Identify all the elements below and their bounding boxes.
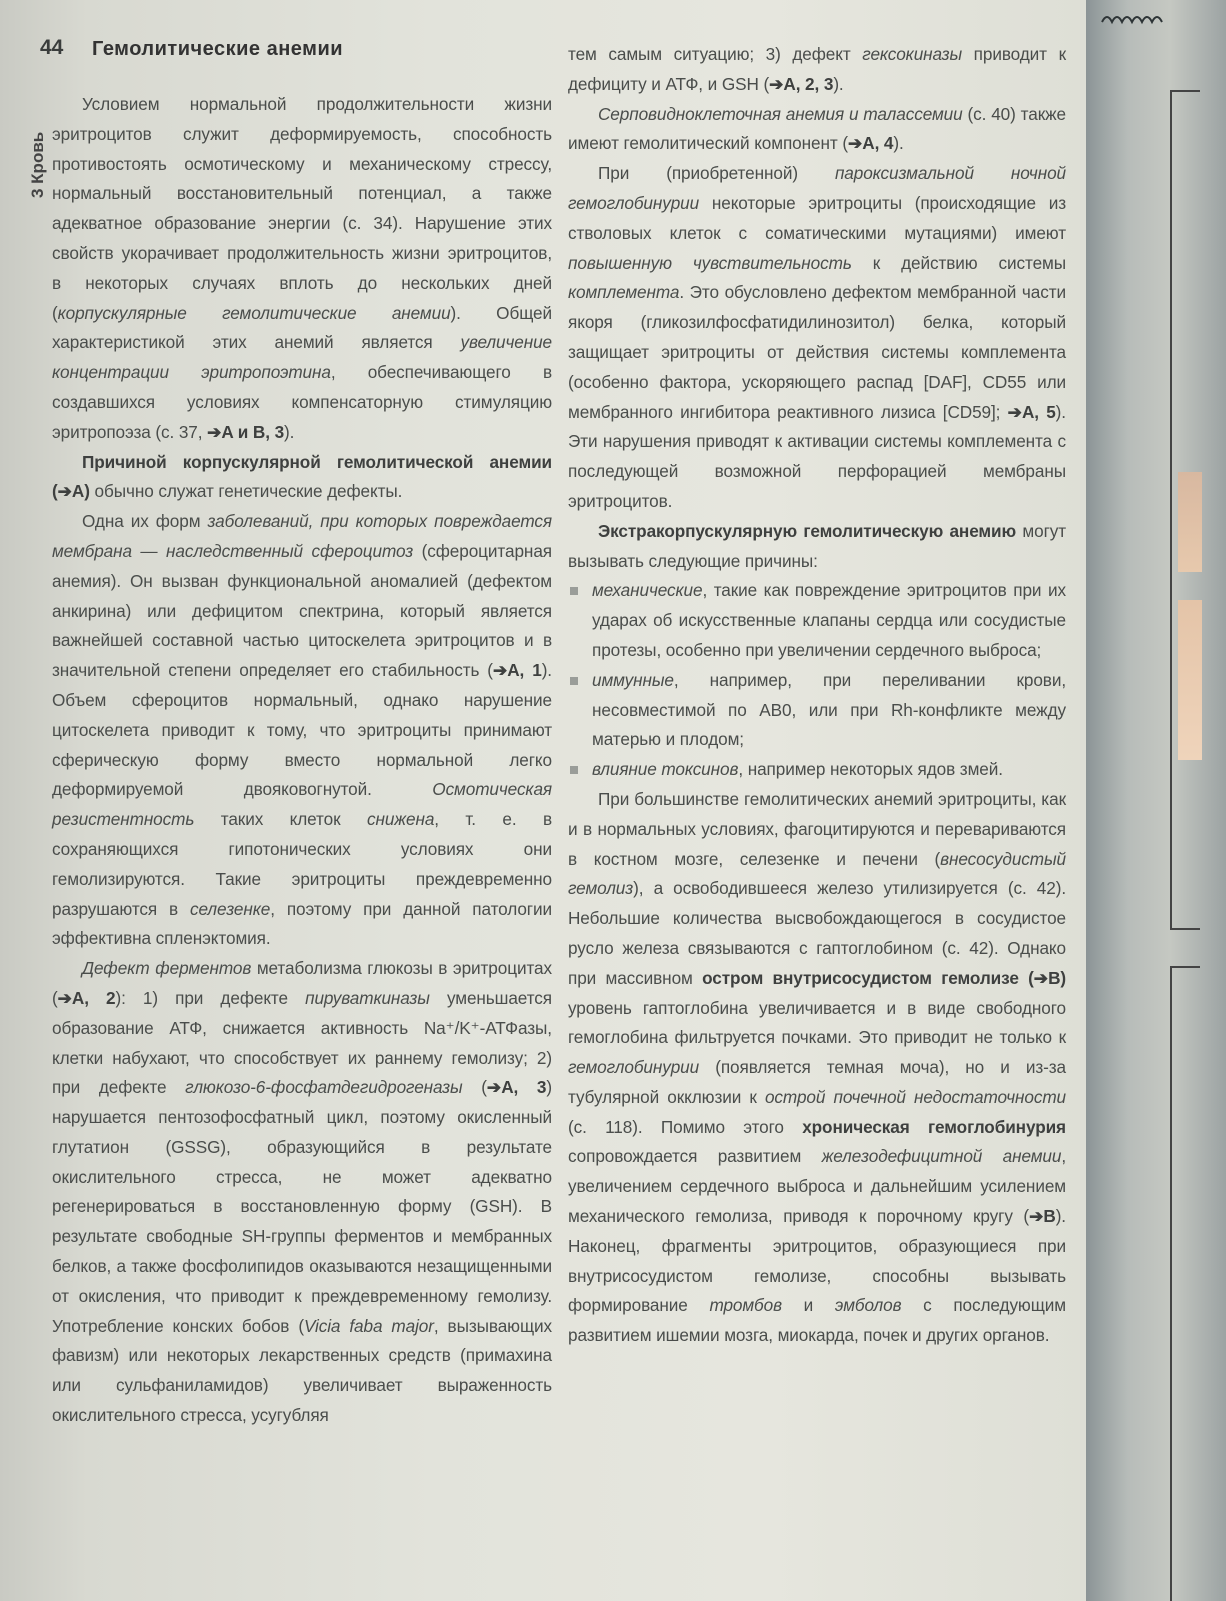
paragraph: тем самым ситуацию; 3) дефект гексокиназы приводит к дефициту и АТФ, и GSH (➔A, 2, 3). (568, 44, 1066, 94)
paragraph: Одна их форм заболеваний, при которых повреждается мембрана — наследственный сфероцитоз (сфероцитарная анемия). Он вызван функциональной аномалией (дефектом анкирина) или дефицитом спектрина, который является важнейшей составной частью цитоскелета эритроцитов и в значительной степени определяет его стабильность (➔A, 1). Объем сфероцитов нормальный, однако нарушение цитоскелета приводит к тому, что эритроциты принимают сферическую форму вместо нормальной легко деформируемой двояковогнутой. Осмотическая резистентность таких клеток снижена, т. е. в сохраняющихся гипотонических условиях они гемолизируются. Такие эритроциты преждевременно разрушаются в селезенке, поэтому при данной патологии эффективна спленэктомия. (52, 511, 552, 949)
spiral-binding-icon (1100, 6, 1180, 30)
list-item: механические, такие как повреждение эритроцитов при их ударах об искусственные клапаны сердца или сосудистые протезы, особенно при увеличении сердечного выброса; (568, 576, 1066, 665)
border-line (1170, 966, 1172, 1601)
border-line (1170, 966, 1200, 968)
list-item: влияние токсинов, например некоторых ядов змей. (568, 755, 1066, 785)
border-line (1170, 90, 1172, 930)
paragraph: Серповидноклеточная анемия и талассемии (с. 40) также имеют гемолитический компонент (➔A, 4). (568, 103, 1066, 154)
color-tab (1178, 472, 1202, 572)
running-head-title: Гемолитические анемии (92, 38, 344, 60)
paragraph: При большинстве гемолитических анемий эритроциты, как и в нормальных условиях, фагоцитируются и перевариваются в костном мозге, селезенке и печени (внесосудистый гемолиз), а освободившееся железо утилизируется (с. 42). Небольшие количества высвобождающегося в сосудистое русло железа связываются с гаптоглобином (с. 42). Однако при массивном остром внутрисосудистом гемолизе (➔B) уровень гаптоглобина увеличивается и в виде свободного гемоглобина фильтруется почками. Это приводит не только к гемоглобинурии (появляется темная моча), но и из-за тубулярной окклюзии к острой почечной недостаточности (с. 118). Помимо этого хроническая гемоглобинурия сопровождается развитием железодефицитной анемии, увеличением сердечного выброса и дальнейшим усилением механического гемолиза, приводя к порочному кругу (➔B). Наконец, фрагменты эритроцитов, образующиеся при внутрисосудистом гемолизе, способны вызывать формирование тромбов и эмболов с последующим развитием ишемии мозга, миокарда, почек и других органов. (568, 788, 1067, 1346)
border-line (1170, 90, 1200, 92)
bullet-square-icon (570, 677, 578, 685)
next-page-edge (1086, 0, 1226, 1601)
right-text-column (568, 40, 1066, 1351)
list-item: иммунные, например, при переливании крови, несовместимой по АВ0, или при Rh-конфликте между матерью и плодом; (568, 666, 1066, 755)
left-text-column (52, 90, 552, 1431)
section-side-tab-label: 3 Кровь (28, 131, 47, 198)
page-number: 44 (40, 36, 64, 59)
border-line (1170, 928, 1200, 930)
paragraph: Причиной корпускулярной гемолитической анемии (➔A) обычно служат генетические дефекты. (52, 451, 552, 502)
paragraph: Условием нормальной продолжительности жизни эритроцитов служит деформируемость, способность противостоять осмотическому и механическому стрессу, нормальный восстановительный потенциал, а также адекватное образование энергии (с. 34). Нарушение этих свойств укорачивает продолжительность жизни эритроцитов, в некоторых случаях вплоть до нескольких дней (корпускулярные гемолитические анемии). Общей характеристикой этих анемий является увеличение концентрации эритропоэтина, обеспечивающего в создавшихся условиях компенсаторную стимуляцию эритропоэза (с. 37, ➔A и B, 3). (52, 94, 552, 442)
paragraph: Дефект ферментов метаболизма глюкозы в эритроцитах (➔A, 2): 1) при дефекте пируваткиназы уменьшается образование АТФ, снижается активность Na⁺/K⁺-АТФазы, клетки набухают, что способствует их раннему гемолизу; 2) при дефекте глюкозо-6-фосфатдегидрогеназы (➔A, 3) нарушается пентозофосфатный цикл, поэтому окисленный глутатион (GSSG), образующийся в результате окислительного стресса, не может адекватно регенерироваться в восстановленную форму (GSH). В результате свободные SH-группы ферментов и мембранных белков, а также фосфолипидов оказываются незащищенными от окисления, что приводит к преждевременному гемолизу. Употребление конских бобов (Vicia faba major, вызывающих фавизм) или некоторых лекарственных средств (примахина или сульфаниламидов) увеличивает выраженность окислительного стресса, усугубляя (52, 958, 553, 1426)
paragraph: Экстракорпускулярную гемолитическую анемию могут вызывать следующие причины: (568, 520, 1066, 571)
causes-list (568, 576, 1066, 785)
bullet-square-icon (570, 766, 578, 774)
bullet-square-icon (570, 587, 578, 595)
paragraph: При (приобретенной) пароксизмальной ночной гемоглобинурии некоторые эритроциты (происходящие из стволовых клеток с соматическими мутациями) имеют повышенную чувствительность к действию системы комплемента. Это обусловлено дефектом мембранной части якоря (гликозилфосфатидилинозитол) белка, который защищает эритроциты от действия системы комплемента (особенно фактора, ускоряющего распад [DAF], CD55 или мембранного ингибитора реактивного лизиса [CD59]; ➔A, 5). Эти нарушения приводят к активации системы комплемента с последующей возможной перфорацией мембраны эритроцитов. (568, 163, 1067, 511)
color-tab (1178, 600, 1202, 760)
